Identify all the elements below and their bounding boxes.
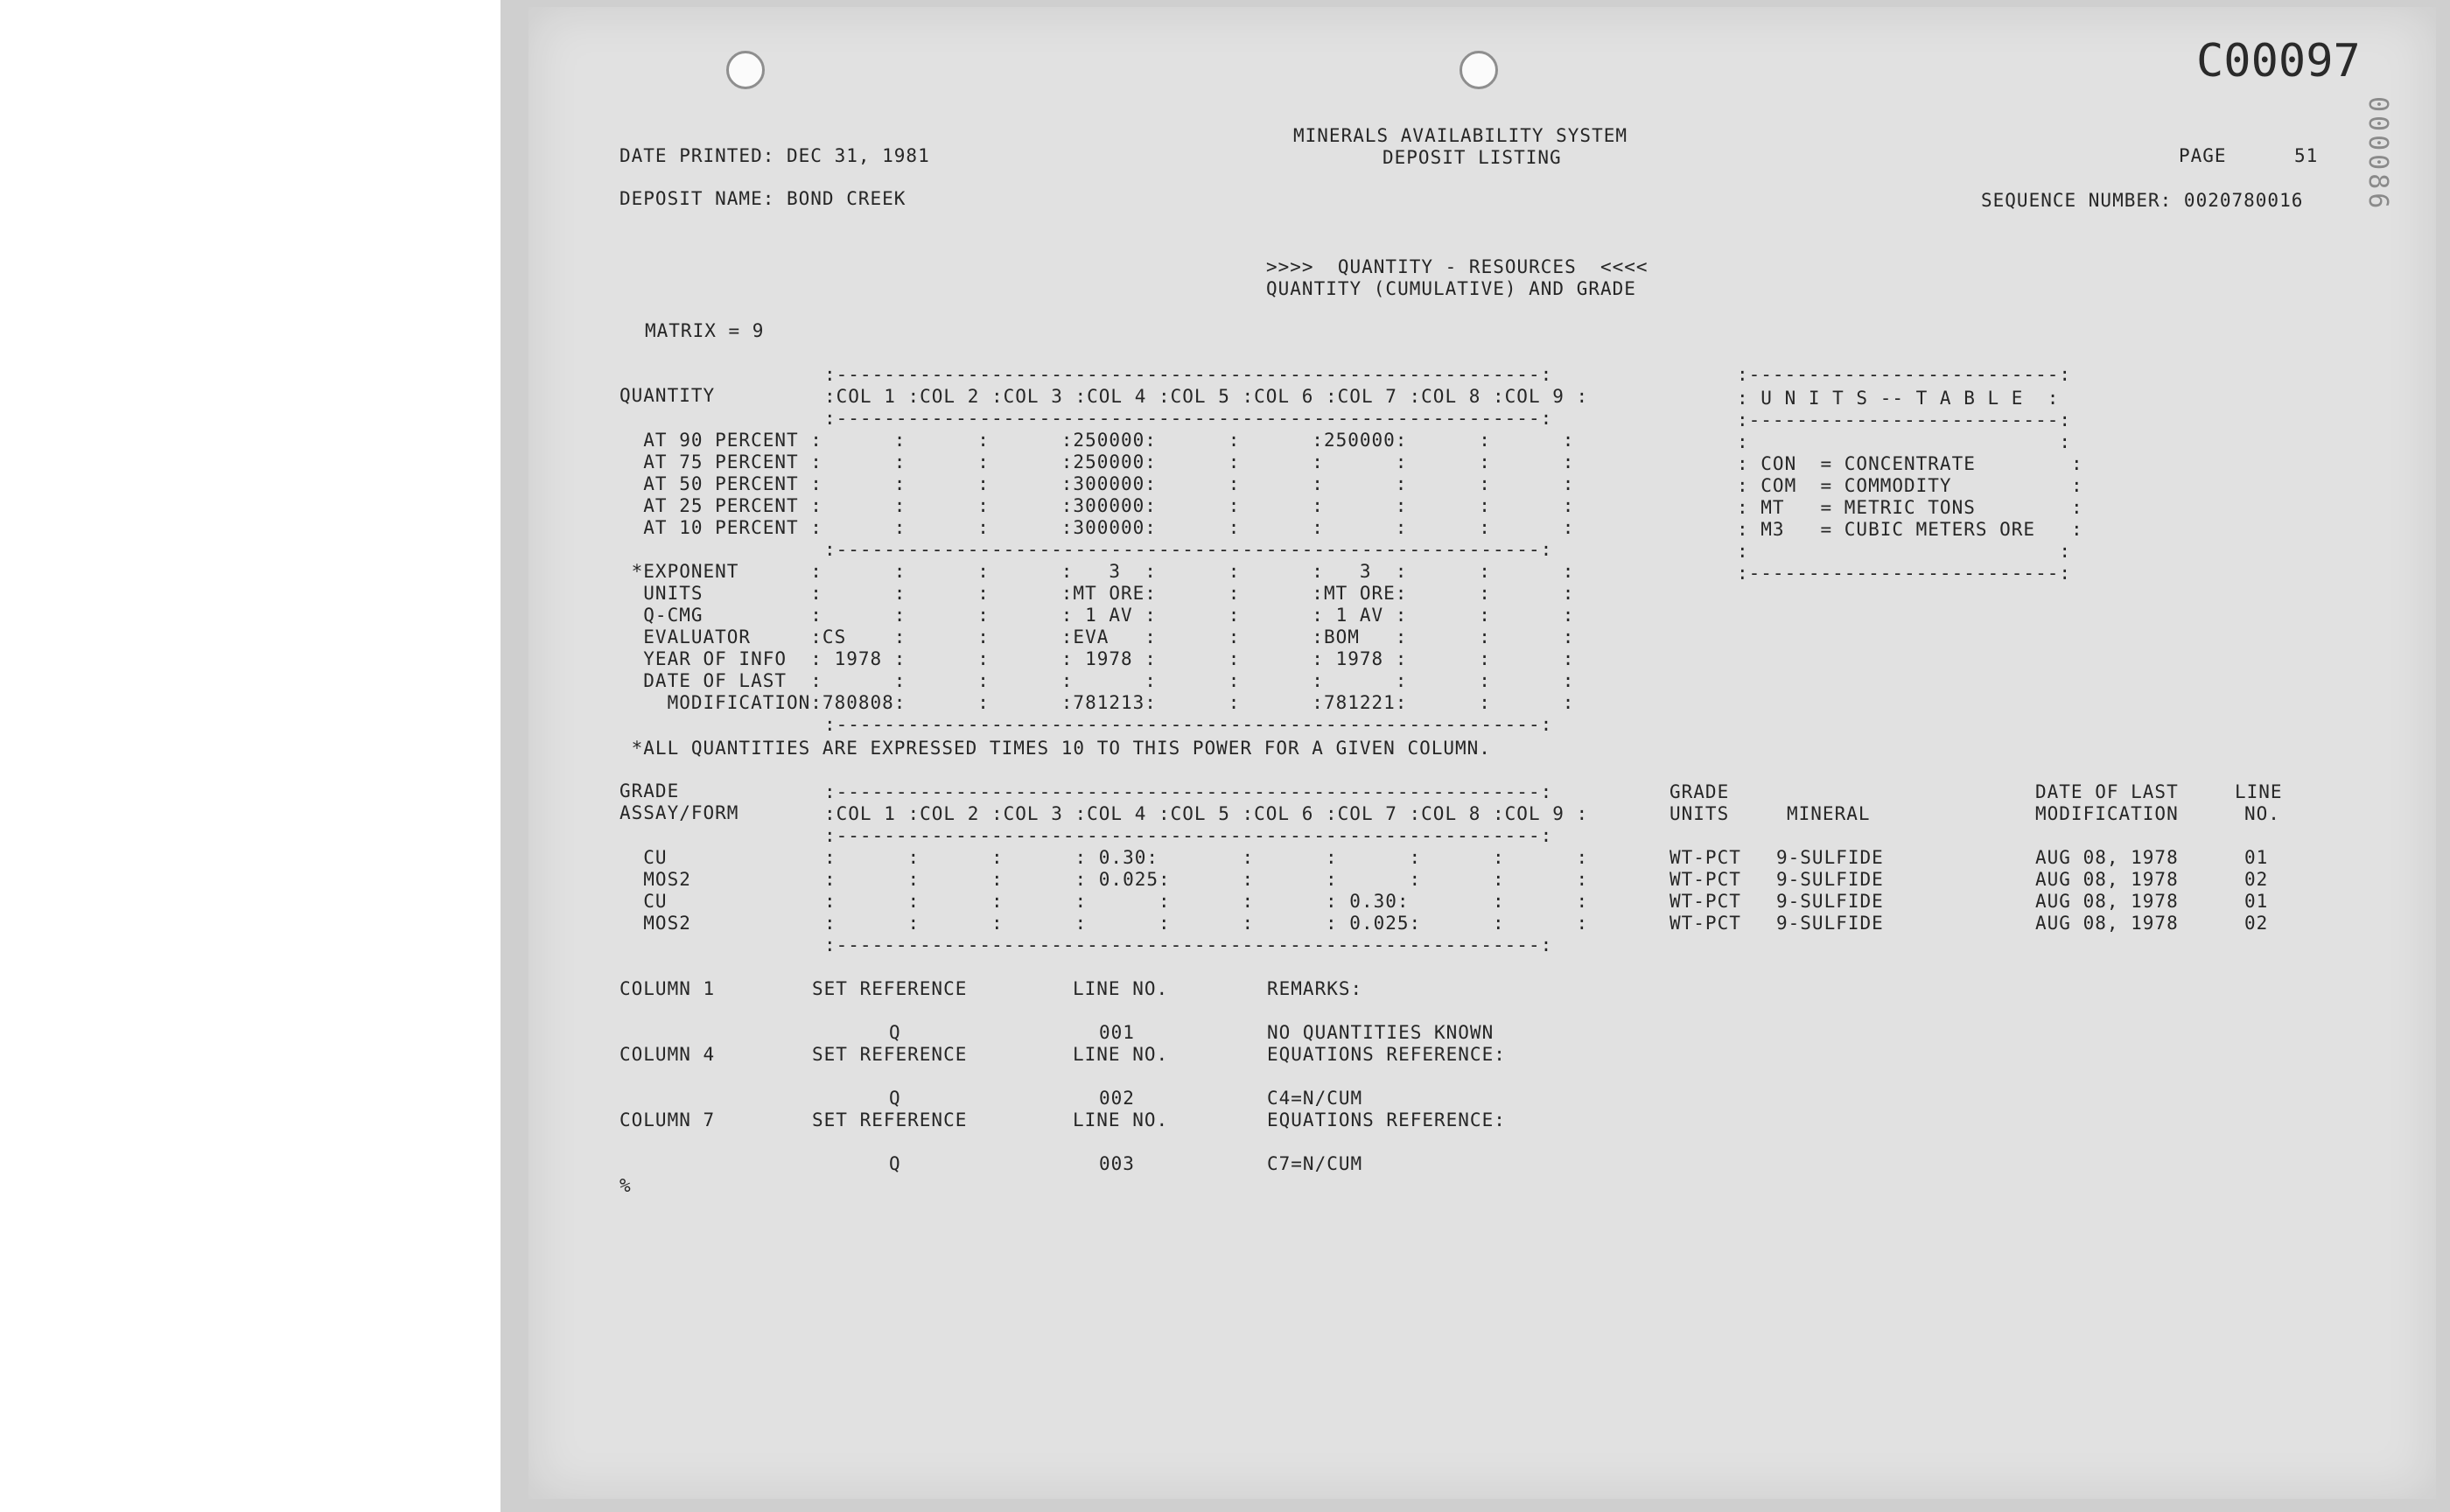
system-title: MINERALS AVAILABILITY SYSTEM	[1293, 125, 1628, 146]
listing-title: DEPOSIT LISTING	[1382, 147, 1562, 168]
ref-set-value: Q	[889, 1153, 901, 1174]
end-mark: %	[620, 1175, 632, 1196]
quantity-border-mid: :-----------------------------------------------------------:	[824, 539, 1553, 560]
ref-remarks-label: EQUATIONS REFERENCE:	[1267, 1110, 1506, 1130]
line-header: LINE	[2235, 781, 2283, 802]
quantity-attr-row: MODIFICATION:780808: : :781213: : :781221: : :	[620, 692, 1575, 713]
grade-row-units: WT-PCT	[1670, 913, 1741, 934]
ref-set-label: SET REFERENCE	[812, 978, 968, 999]
grade-row-mineral: 9-SULFIDE	[1776, 869, 1884, 890]
punch-hole-center	[1460, 51, 1498, 89]
ref-column: COLUMN 1	[620, 978, 716, 999]
quantity-label: QUANTITY	[620, 385, 716, 406]
quantity-attr-row: EVALUATOR :CS : : :EVA : : :BOM : : :	[620, 626, 1575, 648]
quantity-row: AT 10 PERCENT : : : :300000: : : : : :	[620, 517, 1575, 538]
grade-row-line: 01	[2244, 891, 2269, 912]
units-row: : COM = COMMODITY :	[1737, 475, 2083, 496]
ref-set-value: Q	[889, 1088, 901, 1109]
units-row: : MT = METRIC TONS :	[1737, 497, 2083, 518]
ref-set-value: Q	[889, 1022, 901, 1043]
grade-row-mineral: 9-SULFIDE	[1776, 913, 1884, 934]
ref-line-value: 002	[1099, 1088, 1135, 1109]
ref-set-label: SET REFERENCE	[812, 1110, 968, 1130]
grade-row-line: 01	[2244, 847, 2269, 868]
ref-line-label: LINE NO.	[1073, 978, 1169, 999]
grade-border-header: :-----------------------------------------------------------:	[824, 825, 1553, 846]
modification-header: MODIFICATION	[2035, 803, 2179, 824]
units-border-bottom: :--------------------------:	[1737, 563, 2072, 584]
quantity-attr-row: UNITS : : : :MT ORE: : :MT ORE: : :	[620, 583, 1575, 604]
ref-line-value: 003	[1099, 1153, 1135, 1174]
quantity-border-top: :-----------------------------------------------------------:	[824, 364, 1553, 385]
section-subtitle: QUANTITY (CUMULATIVE) AND GRADE	[1266, 278, 1636, 299]
mineral-header: MINERAL	[1787, 803, 1871, 824]
ref-line-label: LINE NO.	[1073, 1044, 1169, 1065]
quantity-row: AT 75 PERCENT : : : :250000: : : : : :	[620, 452, 1575, 472]
quantity-border-bottom: :-----------------------------------------------------------:	[824, 714, 1553, 735]
deposit-name: DEPOSIT NAME: BOND CREEK	[620, 188, 906, 209]
grade-row-date: AUG 08, 1978	[2035, 891, 2179, 912]
date-printed: DATE PRINTED: DEC 31, 1981	[620, 145, 930, 166]
ref-line-label: LINE NO.	[1073, 1110, 1169, 1130]
section-title: >>>> QUANTITY - RESOURCES <<<<	[1266, 256, 1648, 277]
ref-remarks-label: REMARKS:	[1267, 978, 1363, 999]
grade-row-date: AUG 08, 1978	[2035, 869, 2179, 890]
units-blank: : :	[1737, 431, 2072, 452]
grade-units-header: UNITS	[1670, 803, 1730, 824]
units-title: : U N I T S -- T A B L E :	[1737, 388, 2060, 409]
assay-form-label: ASSAY/FORM	[620, 802, 739, 823]
grade-row-assay: CU	[620, 847, 668, 868]
sequence-number: SEQUENCE NUMBER: 0020780016	[1981, 190, 2304, 211]
grade-row-line: 02	[2244, 869, 2269, 890]
grade-row-line: 02	[2244, 913, 2269, 934]
quantity-border-header: :-----------------------------------------------------------:	[824, 408, 1553, 429]
ref-remark-value: NO QUANTITIES KNOWN	[1267, 1022, 1494, 1043]
grade-border-bottom: :-----------------------------------------------------------:	[824, 934, 1553, 956]
ref-remark-value: C4=N/CUM	[1267, 1088, 1363, 1109]
quantity-attr-row: YEAR OF INFO : 1978 : : : 1978 : : : 1978 : : :	[620, 648, 1575, 669]
grade-row-assay: MOS2	[620, 913, 691, 934]
units-border-top: :--------------------------:	[1737, 364, 2072, 385]
quantity-attr-row: Q-CMG : : : : 1 AV : : : 1 AV : : :	[620, 605, 1575, 626]
quantity-attr-row: *EXPONENT : : : : 3 : : : 3 : : :	[620, 561, 1575, 582]
grade-label: GRADE	[620, 780, 680, 802]
grade-row-mineral: 9-SULFIDE	[1776, 891, 1884, 912]
grade-row-units: WT-PCT	[1670, 869, 1741, 890]
grade-row-date: AUG 08, 1978	[2035, 847, 2179, 868]
ref-line-value: 001	[1099, 1022, 1135, 1043]
ref-set-label: SET REFERENCE	[812, 1044, 968, 1065]
line-no-header: NO.	[2244, 803, 2280, 824]
grade-row-date: AUG 08, 1978	[2035, 913, 2179, 934]
units-row: : M3 = CUBIC METERS ORE :	[1737, 519, 2083, 540]
grade-row-cells: : : : : : : : 0.30: : :	[824, 891, 1589, 912]
quantity-row: AT 90 PERCENT : : : :250000: : :250000: : :	[620, 430, 1575, 451]
page-label: PAGE	[2179, 145, 2227, 166]
grade-row-cells: : : : : 0.30: : : : : :	[824, 847, 1589, 868]
grade-col-header: :COL 1 :COL 2 :COL 3 :COL 4 :COL 5 :COL 6 :COL 7 :COL 8 :COL 9 :	[824, 803, 1589, 824]
quantity-row: AT 50 PERCENT : : : :300000: : : : : :	[620, 473, 1575, 494]
quantity-row: AT 25 PERCENT : : : :300000: : : : : :	[620, 495, 1575, 516]
units-border-header: :--------------------------:	[1737, 410, 2072, 430]
quantity-attr-row: DATE OF LAST : : : : : : : : : :	[620, 670, 1575, 691]
ref-remarks-label: EQUATIONS REFERENCE:	[1267, 1044, 1506, 1065]
grade-row-units: WT-PCT	[1670, 847, 1741, 868]
grade-row-cells: : : : : : : : 0.025: : :	[824, 913, 1589, 934]
exponent-footnote: *ALL QUANTITIES ARE EXPRESSED TIMES 10 TO THIS POWER FOR A GIVEN COLUMN.	[620, 738, 1491, 759]
stamp-number: C00097	[2196, 35, 2361, 88]
side-mark: 000086	[2362, 96, 2393, 213]
grade-row-assay: MOS2	[620, 869, 691, 890]
punch-hole-left	[726, 51, 765, 89]
date-of-last-header: DATE OF LAST	[2035, 781, 2179, 802]
units-row: : CON = CONCENTRATE :	[1737, 453, 2083, 474]
ref-column: COLUMN 4	[620, 1044, 716, 1065]
grade-row-cells: : : : : 0.025: : : : : :	[824, 869, 1589, 890]
grade-row-units: WT-PCT	[1670, 891, 1741, 912]
grade-units-header: GRADE	[1670, 781, 1730, 802]
page-number: 51	[2294, 145, 2319, 166]
grade-row-mineral: 9-SULFIDE	[1776, 847, 1884, 868]
quantity-col-header: :COL 1 :COL 2 :COL 3 :COL 4 :COL 5 :COL 6 :COL 7 :COL 8 :COL 9 :	[824, 386, 1589, 407]
grade-row-assay: CU	[620, 891, 668, 912]
matrix-label: MATRIX = 9	[645, 320, 765, 341]
grade-border-top: :-----------------------------------------------------------:	[824, 781, 1553, 802]
ref-column: COLUMN 7	[620, 1110, 716, 1130]
ref-remark-value: C7=N/CUM	[1267, 1153, 1363, 1174]
units-blank: : :	[1737, 541, 2072, 562]
